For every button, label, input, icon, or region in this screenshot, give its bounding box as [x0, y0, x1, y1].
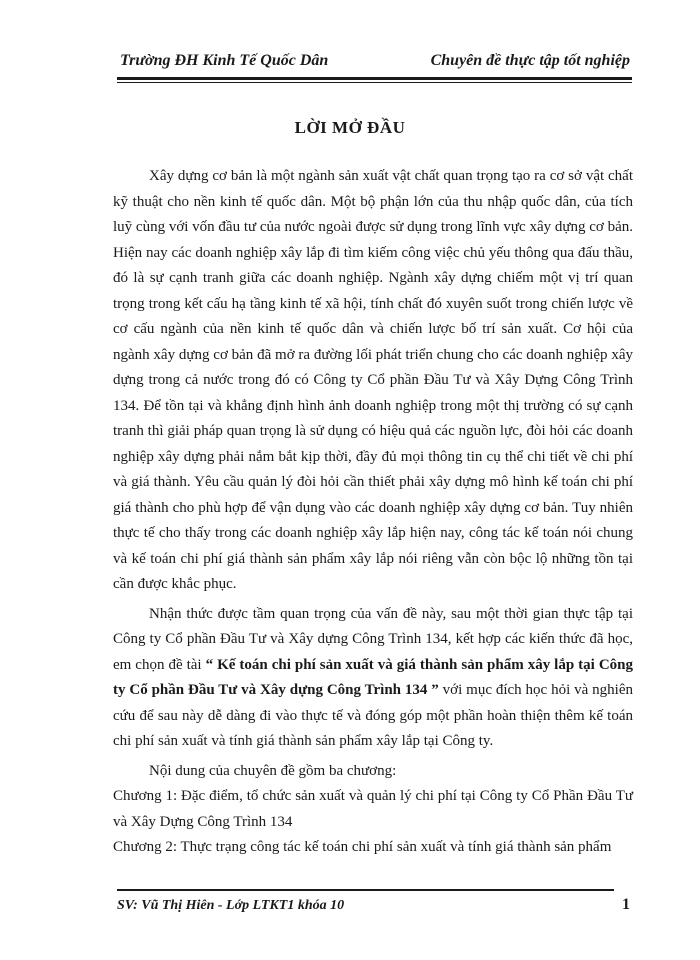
document-body	[113, 164, 633, 861]
footer-author: SV: Vũ Thị Hiên - Lớp LTKT1 khóa 10	[117, 898, 345, 913]
page-header	[120, 52, 630, 74]
paragraph-intro: Xây dựng cơ bản là một ngành sản xuất vật chất quan trọng tạo ra cơ sở vật chất kỹ thuật cho nền kinh tế quốc dân. Một bộ phận lớn của thu nhập quốc dân, của tích luỹ cùng với vốn đầu tư của nước ngoài được sử dụng trong lĩnh vực xây dựng cơ bản. Hiện nay các doanh nghiệp xây lắp đi tìm kiếm công việc chủ yếu thông qua đấu thầu, đó là sự cạnh tranh giữa các doanh nghiệp. Ngành xây dựng chiếm một vị trí quan trọng trong kết cấu hạ tầng kinh tế xã hội, tính chất đó xuyên suốt trong chiến lược về cơ cấu ngành của nền kinh tế quốc dân và chiến lược bố trí sản xuất. Cơ hội của ngành xây dựng cơ bản đã mở ra đường lối phát triển chung cho các doanh nghiệp xây dựng trong cả nước trong đó có Công ty Cổ phần Đầu Tư và Xây Dựng Công Trình 134. Để tồn tại và khẳng định hình ảnh doanh nghiệp trong một thị trường có sự cạnh tranh thì giải pháp quan trọng là sử dụng có hiệu quả các nguồn lực, đòi hỏi các doanh nghiệp xây dựng phải nắm bắt kịp thời, đầy đủ mọi thông tin cụ thể chi tiết về chi phí và giá thành. Yêu cầu quản lý đòi hỏi cần thiết phải xây dựng mô hình kế toán chi phí giá thành cho phù hợp để vận dụng vào các doanh nghiệp xây dựng cơ bản. Tuy nhiên thực tế cho thấy trong các doanh nghiệp xây lắp hiện nay, công tác kế toán nói chung và kế toán chi phí giá thành sản phẩm xây lắp nói riêng vẫn còn bộc lộ những tồn tại cần được khắc phục.	[113, 168, 633, 592]
paragraph-topic	[113, 602, 633, 755]
footer-rule	[117, 889, 614, 891]
header-rule-thick	[117, 77, 632, 80]
chapter-2: Chương 2: Thực trạng công tác kế toán chi phí sản xuất và tính giá thành sản phẩm	[113, 839, 612, 855]
page-title: LỜI MỞ ĐẦU	[294, 118, 406, 137]
page-number: 1	[622, 896, 630, 913]
chapter-1: Chương 1: Đặc điểm, tổ chức sản xuất và quản lý chi phí tại Công ty Cổ Phần Đầu Tư và Xây Dựng Công Trình 134	[113, 788, 633, 830]
topic-title: “ Kế toán chi phí sản xuất và giá thành sản phẩm xây lắp tại Công ty Cổ phần Đầu Tư và Xây dựng Công Trình 134 ”	[113, 656, 634, 698]
header-rule-thin	[117, 82, 632, 83]
header-report-type: Chuyên đề thực tập tốt nghiệp	[430, 52, 630, 69]
paragraph-topic-tail: với mục đích học hỏi và nghiên cứu để sau này dễ dàng đi vào thực tế và đóng góp một phần hoàn thiện thêm kế toán chi phí sản xuất và tính giá thành sản phẩm xây lắp tại Công ty.	[113, 682, 634, 749]
paragraph-content-intro: Nội dung của chuyên đề gồm ba chương:	[149, 762, 397, 779]
header-university: Trường ĐH Kinh Tế Quốc Dân	[120, 52, 329, 69]
paragraph-topic-lead: Nhận thức được tầm quan trọng của vấn đề này, sau một thời gian thực tập tại Công ty Cổ phần Đầu Tư và Xây dựng Công Trình 134, kết hợp các kiến thức đã học, em chọn đề tài	[113, 605, 633, 673]
